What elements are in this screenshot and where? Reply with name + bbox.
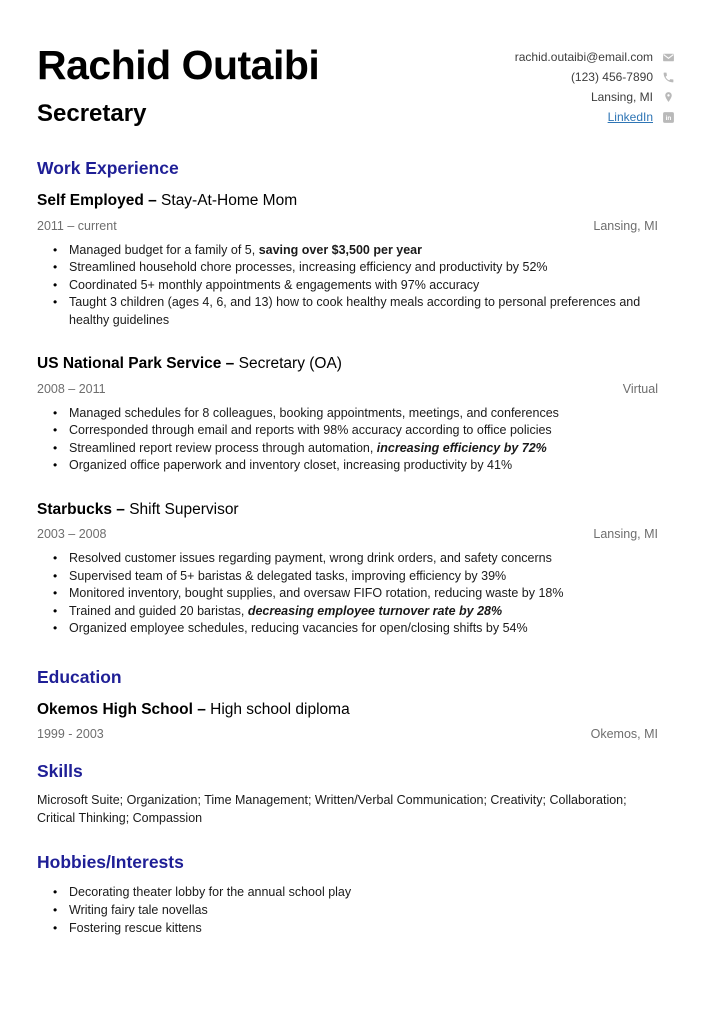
svg-text:in: in — [665, 114, 672, 122]
skills-section — [37, 761, 658, 827]
bullet-text-run: Coordinated 5+ monthly appointments & engagements with 97% accuracy — [69, 277, 480, 292]
bullet-text-run: Streamlined report review process through automation, — [69, 440, 377, 455]
hobbies-list — [37, 883, 658, 937]
hobby-text: Decorating theater lobby for the annual school play — [69, 885, 352, 900]
contact-text: Lansing, MI — [590, 90, 653, 104]
bullet-text-run: Taught 3 children (ages 4, 6, and 13) how to cook healthy meals according to personal preferences and healthy guidelines — [69, 295, 641, 327]
bullet-item — [37, 550, 658, 568]
hobby-text: Writing fairy tale novellas — [69, 903, 208, 918]
education-section — [37, 667, 658, 742]
envelope-icon — [662, 51, 675, 64]
bullet-text-run: Monitored inventory, bought supplies, and oversaw FIFO rotation, reducing waste by 18% — [69, 586, 564, 601]
contact-info-block — [515, 44, 675, 127]
entry-meta-row — [37, 527, 658, 541]
entry-dates: 1999 - 2003 — [37, 727, 104, 742]
role-name: Stay-At-Home Mom — [161, 192, 298, 210]
entry-location: Okemos, MI — [590, 727, 658, 742]
company-name: US National Park Service – — [37, 355, 239, 373]
contact-row — [515, 47, 675, 67]
bullet-text-run: Supervised team of 5+ baristas & delegated tasks, improving efficiency by 39% — [69, 568, 507, 583]
bullet-item — [37, 405, 658, 423]
role-name: Shift Supervisor — [129, 500, 239, 518]
bullet-text-run: decreasing employee turnover rate by 28% — [247, 603, 503, 618]
education-entry — [37, 701, 658, 742]
contact-row — [591, 87, 675, 107]
bullet-text-run: saving over $3,500 per year — [258, 242, 423, 257]
work-experience-section — [37, 158, 658, 638]
hobby-text: Fostering rescue kittens — [69, 921, 202, 936]
identity-block — [37, 44, 319, 128]
bullet-text-run: Trained and guided 20 baristas, — [69, 603, 248, 618]
entry-dates: 2003 – 2008 — [37, 527, 107, 542]
bullet-item — [37, 277, 658, 295]
contact-text: rachid.outaibi@email.com — [514, 50, 653, 64]
work-experience-heading: Work Experience — [37, 158, 179, 179]
skills-text: Microsoft Suite; Organization; Time Management; Written/Verbal Communication; Creativity; Collaboration; Critical Thinking; Compassion — [37, 793, 627, 825]
entry-dates: 2008 – 2011 — [37, 381, 106, 396]
entry-title-line — [37, 355, 658, 374]
entry-meta-row — [37, 727, 658, 741]
location-pin-icon — [662, 91, 675, 104]
bullet-text-run: Corresponded through email and reports with 98% accuracy according to office policies — [69, 423, 552, 438]
bullet-text-run: Managed schedules for 8 colleagues, booking appointments, meetings, and conferences — [69, 405, 559, 420]
contact-text: (123) 456-7890 — [570, 70, 653, 84]
jobs-container — [37, 192, 658, 638]
bullet-item — [37, 294, 658, 329]
job-entry — [37, 192, 658, 329]
linkedin-icon — [662, 111, 675, 124]
bullet-text-run: Organized employee schedules, reducing vacancies for open/closing shifts by 54% — [69, 621, 528, 636]
degree-name: High school diploma — [210, 700, 350, 718]
bullet-item — [37, 440, 658, 458]
entry-dates: 2011 – current — [37, 218, 117, 233]
bullet-item — [37, 603, 658, 621]
company-name: Starbucks – — [37, 500, 130, 518]
entry-meta-row — [37, 219, 658, 233]
bullet-text-run: Managed budget for a family of 5, — [69, 242, 259, 257]
contact-row — [608, 107, 675, 127]
entry-title-line — [37, 192, 658, 211]
bullet-text-run: Streamlined household chore processes, increasing efficiency and productivity by 52% — [69, 260, 548, 275]
hobbies-section — [37, 852, 658, 937]
bullet-item — [37, 568, 658, 586]
entry-bullet-list — [37, 405, 658, 475]
entry-location: Lansing, MI — [593, 218, 658, 233]
candidate-job-title: Secretary — [37, 100, 147, 128]
hobbies-heading: Hobbies/Interests — [37, 852, 184, 873]
company-name: Self Employed – — [37, 192, 162, 210]
education-heading: Education — [37, 666, 122, 687]
bullet-text-run: increasing efficiency by 72% — [376, 440, 547, 455]
job-entry — [37, 355, 658, 475]
entry-meta-row — [37, 382, 658, 396]
entry-bullet-list — [37, 550, 658, 638]
bullet-text-run: Organized office paperwork and inventory closet, increasing productivity by 41% — [69, 458, 513, 473]
phone-icon — [662, 71, 675, 84]
bullet-text-run: Resolved customer issues regarding payment, wrong drink orders, and safety concerns — [69, 551, 552, 566]
skills-heading: Skills — [37, 761, 83, 782]
linkedin-link[interactable]: LinkedIn — [607, 110, 653, 124]
bullet-item — [37, 422, 658, 440]
education-entries-container — [37, 701, 658, 742]
entry-bullet-list — [37, 242, 658, 330]
hobby-item — [37, 883, 658, 901]
school-name: Okemos High School – — [37, 700, 211, 718]
hobby-item — [37, 901, 658, 919]
bullet-item — [37, 585, 658, 603]
role-name: Secretary (OA) — [238, 355, 342, 373]
bullet-item — [37, 457, 658, 475]
job-entry — [37, 501, 658, 638]
entry-location: Virtual — [622, 381, 658, 396]
bullet-item — [37, 242, 658, 260]
resume-header — [37, 42, 672, 128]
entry-title-line — [37, 701, 658, 720]
bullet-item — [37, 620, 658, 638]
contact-row — [571, 67, 675, 87]
hobby-item — [37, 919, 658, 937]
bullet-item — [37, 259, 658, 277]
entry-location: Lansing, MI — [593, 527, 658, 542]
candidate-name: Rachid Outaibi — [37, 42, 320, 88]
entry-title-line — [37, 501, 658, 520]
